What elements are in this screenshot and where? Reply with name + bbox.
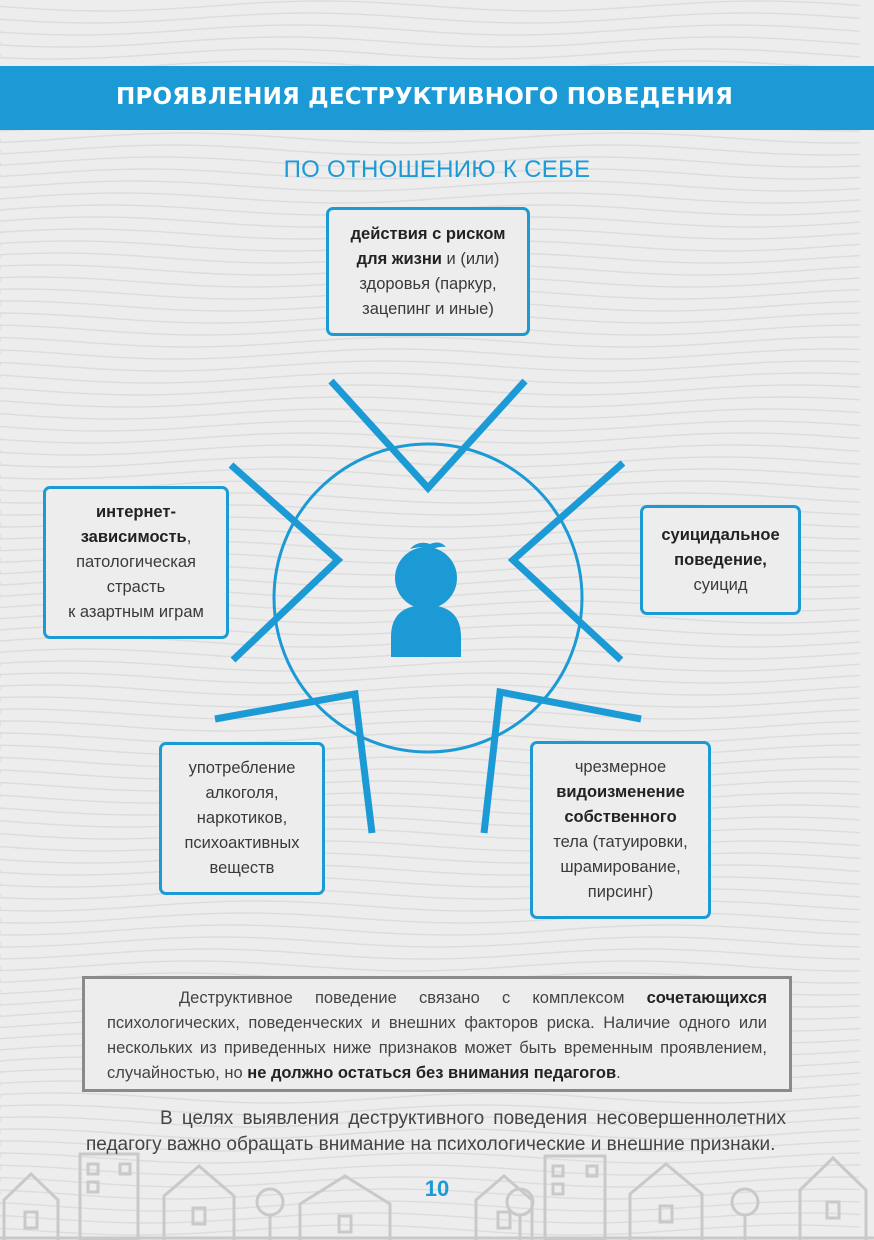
- chevron-top: [331, 381, 525, 488]
- internet-line-3: патологическая: [76, 553, 196, 571]
- internet-line-1: интернет-: [96, 503, 176, 521]
- header-banner: [0, 66, 874, 130]
- risk-line-2-bold: для жизни: [356, 249, 442, 268]
- substances-line-1: употребление: [188, 759, 296, 777]
- body-line-6: пирсинг): [587, 883, 654, 901]
- suicidal-behavior-box: [640, 505, 801, 615]
- risk-line-1: действия с риском: [350, 224, 506, 243]
- body-line-5: шрамирование,: [560, 858, 681, 876]
- risk-line-3: здоровья (паркур,: [359, 274, 497, 293]
- page-title: ПРОЯВЛЕНИЯ ДЕСТРУКТИВНОГО ПОВЕДЕНИЯ: [116, 84, 734, 110]
- person-icon: [391, 543, 461, 657]
- note-text-1: Деструктивное поведение связано с комплексом: [179, 989, 647, 1007]
- internet-line-2: ,: [186, 528, 192, 546]
- substance-use-box: [159, 742, 325, 895]
- substances-line-4: психоактивных: [184, 834, 300, 852]
- risk-actions-box: [326, 207, 530, 336]
- chevron-right: [513, 463, 623, 660]
- internet-line-4: страсть: [106, 578, 166, 596]
- note-bold-1: сочетающихся: [646, 989, 767, 1007]
- section-subtitle: ПО ОТНОШЕНИЮ К СЕБЕ: [283, 156, 591, 183]
- substances-line-2: алкоголя,: [205, 784, 279, 802]
- suicide-line-3: суицид: [693, 575, 748, 594]
- note-bold-2: не должно остаться без внимания педагогов: [247, 1064, 617, 1082]
- body-paragraph: [86, 1106, 786, 1158]
- body-line-4: тела (татуировки,: [553, 833, 688, 851]
- suicide-line-2: поведение,: [674, 550, 767, 569]
- body-paragraph-text: В целях выявления деструктивного поведения несовершеннолетних педагогу важно обращать внимание на психологические и внешние признаки.: [86, 1108, 786, 1155]
- internet-addiction-box: [43, 486, 229, 639]
- body-line-3: собственного: [564, 808, 677, 826]
- risk-line-4: зацепинг и иные): [362, 299, 494, 318]
- page-number: 10: [424, 1176, 450, 1201]
- note-text-3: .: [616, 1064, 621, 1082]
- risk-line-2: и (или): [441, 249, 500, 268]
- internet-line-5: к азартным играм: [68, 603, 204, 621]
- info-note-box: [82, 976, 792, 1092]
- chevron-left: [231, 465, 338, 660]
- internet-line-2-bold: зависимость: [80, 528, 187, 546]
- body-modification-box: [530, 741, 711, 919]
- body-line-1: чрезмерное: [574, 758, 667, 776]
- body-line-2: видоизменение: [556, 783, 685, 801]
- substances-line-5: веществ: [209, 859, 275, 877]
- note-text-2: психологических, поведенческих и внешних факторов риска. Наличие одного или нескольких из приведенных ниже признаков может быть временным проявлением, случайностью, но: [107, 1014, 767, 1082]
- suicide-line-1: суицидальное: [661, 525, 780, 544]
- substances-line-3: наркотиков,: [196, 809, 288, 827]
